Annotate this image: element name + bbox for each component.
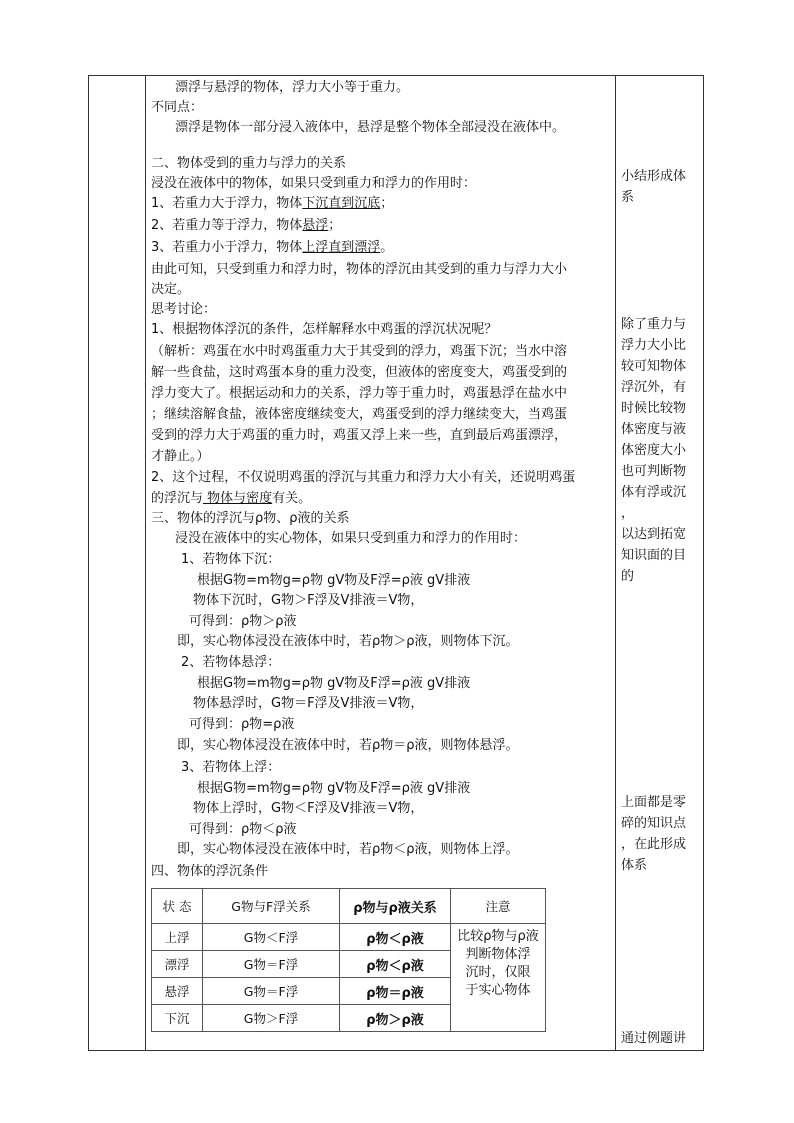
formula-line: 根据G物=m物g=ρ物 gV物及F浮=ρ液 gV排液 — [197, 573, 471, 588]
side-note-line: 除了重力与 — [621, 317, 687, 332]
underlined-answer: 上浮直到漂浮 — [302, 240, 381, 255]
side-note-system — [621, 792, 701, 876]
text-span: 的浮沉与 — [151, 491, 204, 506]
underlined-answer: 下沉直到沉底 — [302, 196, 381, 211]
side-note-line: 时候比较物 — [621, 401, 687, 416]
table-cell: 悬浮 — [152, 978, 203, 1005]
conclusion-line: 即，实心物体浸没在液体中时，若ρ物＞ρ液，则物体下沉。 — [177, 634, 519, 649]
note-line: 比较ρ物与ρ液 — [457, 929, 539, 944]
column-divider-left — [145, 76, 146, 1050]
lesson-table — [88, 75, 704, 1051]
section-heading: 二、物体受到的重力与浮力的关系 — [151, 156, 347, 171]
table-note-cell — [451, 924, 546, 1032]
text-span: 有关。 — [272, 491, 312, 506]
text-line: 浸没在液体中的物体，如果只受到重力和浮力的作用时： — [151, 176, 477, 191]
text-span: 1、若重力大于浮力，物体 — [151, 196, 303, 211]
formula-line: 根据G物=m物g=ρ物 gV物及F浮=ρ液 gV排液 — [197, 676, 471, 691]
text-line — [151, 194, 393, 214]
table-cell: G物＝F浮 — [203, 951, 340, 978]
side-note-line: 碎的知识点 — [621, 816, 687, 831]
section-heading: 三、物体的浮沉与ρ物、ρ液的关系 — [151, 511, 350, 526]
side-note-line: 小结形成体 — [621, 169, 687, 184]
table-header-row — [152, 889, 546, 924]
formula-line: 可得到：ρ物＞ρ液 — [189, 614, 297, 629]
side-note-line: 体有浮或沉 — [621, 485, 687, 500]
text-line — [151, 216, 341, 236]
case-title: 2、若物体悬浮： — [181, 655, 281, 670]
text-line — [151, 489, 311, 509]
text-line — [151, 238, 393, 258]
text-line: （解析：鸡蛋在水中时鸡蛋重力大于其受到的浮力，鸡蛋下沉；当水中溶 — [151, 344, 568, 359]
side-note-line: 也可判断物 — [621, 464, 687, 479]
side-note-example — [621, 1028, 701, 1049]
case-title: 3、若物体上浮： — [181, 760, 281, 775]
note-line: 判断物体浮 — [465, 947, 531, 962]
side-note-line: 浮力大小比 — [621, 338, 687, 353]
side-note-line: 知识面的目 — [621, 548, 687, 563]
text-span: 。 — [380, 240, 394, 255]
side-note-density — [621, 314, 701, 587]
table-cell: ρ物＞ρ液 — [340, 1005, 451, 1032]
text-line: 漂浮与悬浮的物体，浮力大小等于重力。 — [175, 80, 410, 95]
case-title: 1、若物体下沉： — [181, 552, 281, 567]
text-line: 2、这个过程，不仅说明鸡蛋的浮沉与其重力和浮力大小有关，还说明鸡蛋 — [151, 470, 576, 485]
table-header-cell: G物与F浮关系 — [203, 889, 340, 924]
side-note-line: 的 — [621, 569, 635, 584]
underlined-answer: 悬浮 — [302, 218, 329, 233]
text-span: 2、若重力等于浮力，物体 — [151, 218, 303, 233]
text-line: 由此可知，只受到重力和浮力时，物体的浮沉由其受到的重力与浮力大小 — [151, 262, 568, 277]
text-span: ； — [380, 196, 394, 211]
table-cell: ρ物＜ρ液 — [340, 924, 451, 951]
text-line: 受到的浮力大于鸡蛋的重力时，鸡蛋又浮上来一些，直到最后鸡蛋漂浮， — [151, 428, 568, 443]
table-header-cell: 状 态 — [152, 889, 203, 924]
side-note-line: 浮沉外，有 — [621, 380, 687, 395]
table-header-cell: ρ物与ρ液关系 — [340, 889, 451, 924]
text-line: 1、根据物体浮沉的条件，怎样解释水中鸡蛋的浮沉状况呢？ — [151, 322, 498, 337]
side-note-line: 体系 — [621, 858, 648, 873]
text-span: ； — [328, 218, 342, 233]
table-cell: G物＞F浮 — [203, 1005, 340, 1032]
side-note-line: 体密度大小 — [621, 443, 687, 458]
side-note-line: 以达到拓宽 — [621, 527, 687, 542]
note-line: 沉时，仅限 — [465, 965, 531, 980]
table-cell: G物＝F浮 — [203, 978, 340, 1005]
table-cell: 漂浮 — [152, 951, 203, 978]
side-note-line: 系 — [621, 190, 635, 205]
formula-line: 根据G物=m物g=ρ物 gV物及F浮=ρ液 gV排液 — [197, 781, 471, 796]
formula-line: 可得到：ρ物=ρ液 — [189, 717, 295, 732]
formula-line: 可得到：ρ物＜ρ液 — [189, 822, 297, 837]
table-cell: 下沉 — [152, 1005, 203, 1032]
text-line: 浮力变大了。根据运动和力的关系，浮力等于重力时，鸡蛋悬浮在盐水中 — [151, 386, 568, 401]
formula-line: 物体下沉时，G物＞F浮及V排液＝V物， — [193, 593, 424, 608]
table-row — [152, 924, 546, 951]
underlined-answer: 物体与密度 — [203, 491, 273, 506]
side-note-line: ，在此形成 — [621, 837, 687, 852]
side-note-line: 体密度与液 — [621, 422, 687, 437]
conclusion-line: 即，实心物体浸没在液体中时，若ρ物＝ρ液，则物体悬浮。 — [177, 738, 519, 753]
conclusion-line: 即，实心物体浸没在液体中时，若ρ物＜ρ液，则物体上浮。 — [177, 842, 519, 857]
text-line: 漂浮是物体一部分浸入液体中，悬浮是整个物体全部浸没在液体中。 — [175, 120, 566, 135]
text-line: 解一些食盐，这时鸡蛋本身的重力没变，但液体的密度变大，鸡蛋受到的 — [151, 365, 568, 380]
formula-line: 物体上浮时，G物＜F浮及V排液＝V物， — [193, 801, 424, 816]
text-line: 决定。 — [151, 282, 191, 297]
text-line: 不同点： — [151, 100, 204, 115]
table-cell: ρ物＜ρ液 — [340, 951, 451, 978]
side-note-line: 通过例题讲 — [621, 1031, 687, 1046]
table-cell: G物＜F浮 — [203, 924, 340, 951]
side-note-line: ， — [621, 506, 635, 521]
text-line: 才静止。） — [151, 449, 210, 464]
note-line: 于实心物体 — [465, 983, 531, 998]
text-line: ；继续溶解食盐，液体密度继续变大，鸡蛋受到的浮力继续变大，当鸡蛋 — [151, 407, 568, 422]
column-divider-right — [615, 76, 616, 1050]
formula-line: 物体悬浮时，G物＝F浮及V排液＝V物， — [193, 696, 424, 711]
float-sink-table — [151, 888, 546, 1032]
table-cell: 上浮 — [152, 924, 203, 951]
section-heading: 四、物体的浮沉条件 — [151, 864, 269, 879]
table-cell: ρ物＝ρ液 — [340, 978, 451, 1005]
side-note-summary — [621, 166, 701, 208]
side-note-line: 上面都是零 — [621, 795, 687, 810]
text-line: 思考讨论： — [151, 302, 217, 317]
table-header-cell: 注意 — [451, 889, 546, 924]
text-span: 3、若重力小于浮力，物体 — [151, 240, 303, 255]
side-note-line: 较可知物体 — [621, 359, 687, 374]
text-line: 浸没在液体中的实心物体，如果只受到重力和浮力的作用时： — [175, 531, 527, 546]
